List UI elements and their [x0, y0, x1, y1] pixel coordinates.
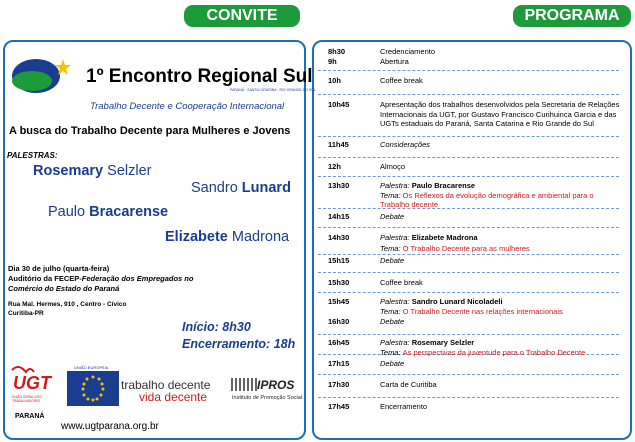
- venue-name: Auditório da FECEP-: [8, 274, 82, 283]
- program-line: [380, 57, 625, 67]
- program-line-text: UGTs estaduais do Paraná, Santa Catarina e Rio Grande do Sul: [380, 119, 594, 128]
- program-line-text: Tema:: [380, 347, 403, 357]
- program-description: [380, 402, 625, 412]
- program-line: [380, 359, 625, 369]
- event-city: Curitiba-PR: [8, 310, 44, 317]
- ugt-wordmark: UGT: [13, 373, 51, 393]
- website-link[interactable]: www.ugtparana.org.br: [61, 421, 159, 432]
- program-description: [380, 380, 625, 390]
- talk-theme: O Trabalho Decente nas relações internacionais: [402, 306, 563, 316]
- program-divider: [318, 334, 619, 335]
- program-time: 11h45: [328, 140, 349, 149]
- program-divider: [318, 94, 619, 95]
- program-line-text: Abertura: [380, 57, 409, 66]
- eu-flag: [67, 371, 119, 406]
- program-divider: [318, 157, 619, 158]
- program-divider: [318, 374, 619, 375]
- program-description: [380, 181, 625, 210]
- talk-theme: Trabalho decente: [380, 200, 439, 209]
- speaker-sandro: [191, 180, 291, 196]
- ugt-subtitle: UNIÃO GERAL DOS TRABALHADORES: [12, 395, 42, 403]
- program-time: 17h30: [328, 380, 350, 389]
- program-time: 12h: [328, 162, 341, 171]
- program-description: [380, 140, 625, 150]
- program-time: 17h45: [328, 402, 350, 411]
- program-divider: [318, 272, 619, 273]
- program-line-text: Apresentação dos trabalhos desenvolvidos pela Secretaria de Relações: [380, 100, 620, 109]
- program-time: 13h30: [328, 181, 350, 190]
- program-description: [380, 47, 625, 57]
- program-description: [380, 317, 625, 327]
- program-line-text: Internacionais da UGT, por Gustavo Francisco Curihuinca Garcia e das: [380, 109, 617, 119]
- event-logo: [8, 56, 86, 94]
- program-line-text: Carta de Curitiba: [380, 380, 437, 389]
- speaker-last: Bracarense: [89, 204, 169, 220]
- event-theme: A busca do Trabalho Decente para Mulheres e Jovens: [9, 125, 291, 137]
- program-line: [380, 191, 625, 201]
- program-line-text: Debate: [380, 359, 405, 368]
- event-date: Dia 30 de julho (quarta-feira): [8, 264, 110, 273]
- program-time: 8h30: [328, 47, 346, 56]
- speaker-name: Paulo Bracarense: [411, 181, 476, 190]
- eu-label: UNIÃO EUROPÉIA: [74, 365, 109, 370]
- speaker-first: Rosemary: [33, 163, 104, 179]
- ipros-logo: [231, 376, 303, 408]
- program-description: [380, 359, 625, 369]
- program-line: [380, 338, 625, 348]
- program-description: [380, 100, 625, 129]
- program-description: [380, 57, 625, 67]
- program-line: [380, 402, 625, 412]
- td-line1: trabalho decente: [121, 378, 211, 392]
- program-line-text: Coffee break: [380, 278, 423, 287]
- program-line: [380, 256, 625, 266]
- program-line: [380, 278, 625, 288]
- program-line: [380, 297, 625, 307]
- trabalho-decente-logo: [121, 378, 210, 404]
- ipros-bars-icon: [231, 378, 257, 391]
- program-line: [380, 317, 625, 327]
- program-time: 15h30: [328, 278, 350, 287]
- program-description: [380, 256, 625, 266]
- program-line-text: Palestra:: [380, 233, 412, 242]
- program-description: [380, 297, 625, 316]
- program-time: 10h: [328, 76, 341, 85]
- program-line: [380, 47, 625, 57]
- speaker-paulo: [48, 204, 168, 220]
- program-description: [380, 233, 625, 243]
- programa-tab: PROGRAMA: [513, 5, 631, 27]
- program-line: [380, 76, 625, 86]
- program-line: [380, 348, 625, 358]
- speaker-rosemary: [33, 163, 151, 179]
- program-time: 10h45: [328, 100, 350, 109]
- program-line-text: Palestra:: [380, 297, 412, 306]
- program-line: [380, 100, 625, 110]
- speaker-first: Elizabete: [165, 229, 228, 245]
- program-divider: [318, 176, 619, 177]
- speaker-first: Paulo: [48, 204, 90, 220]
- convite-tab: CONVITE: [184, 5, 300, 27]
- program-line-text: Tema:: [380, 244, 403, 253]
- program-divider: [318, 397, 619, 398]
- program-line: [380, 200, 625, 210]
- ugt-state: PARANÁ: [15, 413, 45, 420]
- program-line: [380, 181, 625, 191]
- program-description: [380, 162, 625, 172]
- program-line: [380, 380, 625, 390]
- event-subtitle: Trabalho Decente e Cooperação Internacional: [90, 101, 285, 112]
- program-line-text: Debate: [380, 212, 405, 221]
- program-line-text: Tema:: [380, 190, 403, 200]
- speaker-name: Rosemary Selzler: [411, 338, 475, 347]
- program-divider: [318, 70, 619, 71]
- program-line-text: Debate: [380, 317, 405, 326]
- program-line: [380, 233, 625, 243]
- program-divider: [318, 136, 619, 137]
- end-time: Encerramento: 18h: [182, 337, 296, 351]
- program-divider: [318, 254, 619, 255]
- program-time: 16h30: [328, 317, 350, 326]
- event-title: 1º Encontro Regional Sul: [86, 66, 313, 87]
- speaker-name: Sandro Lunard Nicoladeli: [411, 297, 503, 306]
- program-line-text: Debate: [380, 256, 405, 265]
- program-description: [380, 278, 625, 288]
- talk-theme: As perspectivas da juventude para o Trabalho Decente: [402, 347, 586, 357]
- program-line: [380, 162, 625, 172]
- event-address: Rua Mal. Hermes, 910 , Centro - Cívico: [8, 301, 127, 308]
- program-line-text: Tema:: [380, 306, 403, 316]
- program-line: [380, 140, 625, 150]
- program-line-text: Palestra:: [380, 338, 412, 347]
- program-description: [380, 244, 625, 254]
- program-line: [380, 212, 625, 222]
- program-time: 14h15: [328, 212, 350, 221]
- program-line: [380, 307, 625, 317]
- program-time: 17h15: [328, 359, 350, 368]
- ugt-logo: [8, 362, 60, 406]
- program-time: 15h45: [328, 297, 350, 306]
- event-venue: [8, 274, 193, 283]
- speaker-first: Sandro: [191, 180, 242, 196]
- program-divider: [318, 292, 619, 293]
- program-line: [380, 119, 625, 129]
- speaker-last: Selzler: [103, 163, 152, 179]
- program-line: [380, 110, 625, 120]
- program-line: [380, 244, 625, 254]
- venue-federation: Federação dos Empregados no: [81, 274, 194, 283]
- program-line-text: Coffee break: [380, 76, 423, 85]
- start-time: Início: 8h30: [182, 320, 251, 334]
- program-description: [380, 338, 625, 357]
- program-description: [380, 76, 625, 86]
- program-line-text: Palestra:: [380, 181, 412, 190]
- logo-caption: PARANÁ · SANTA CATARINA · RIO GRANDE DO SUL: [230, 88, 316, 92]
- event-venue-2: Comércio do Estado do Paraná: [8, 284, 120, 293]
- program-line-text: Almoço: [380, 162, 406, 171]
- program-line-text: Considerações: [380, 140, 431, 149]
- speaker-last: Madrona: [227, 229, 290, 245]
- talk-theme: O Trabalho Decente para as mulheres: [402, 244, 530, 253]
- program-time: 15h15: [328, 256, 350, 265]
- talk-theme: Os Reflexos da evolução demográfica e ambiental para o: [402, 190, 594, 200]
- program-time: 9h: [328, 57, 337, 66]
- program-line-text: Encerramento: [380, 402, 428, 411]
- program-time: 14h30: [328, 233, 350, 242]
- speaker-name: Elizabete Madrona: [411, 233, 478, 242]
- speaker-elizabete: [165, 229, 289, 245]
- speakers-heading: PALESTRAS:: [7, 151, 58, 160]
- program-time: 16h45: [328, 338, 350, 347]
- speaker-last: Lunard: [241, 180, 291, 196]
- program-description: [380, 212, 625, 222]
- td-line2: vida decente: [139, 390, 208, 404]
- program-line-text: Credenciamento: [380, 47, 436, 56]
- ipros-subtitle: Instituto de Promoção Social: [232, 395, 303, 401]
- ipros-wordmark: IPROS: [257, 377, 295, 392]
- program-divider: [318, 227, 619, 228]
